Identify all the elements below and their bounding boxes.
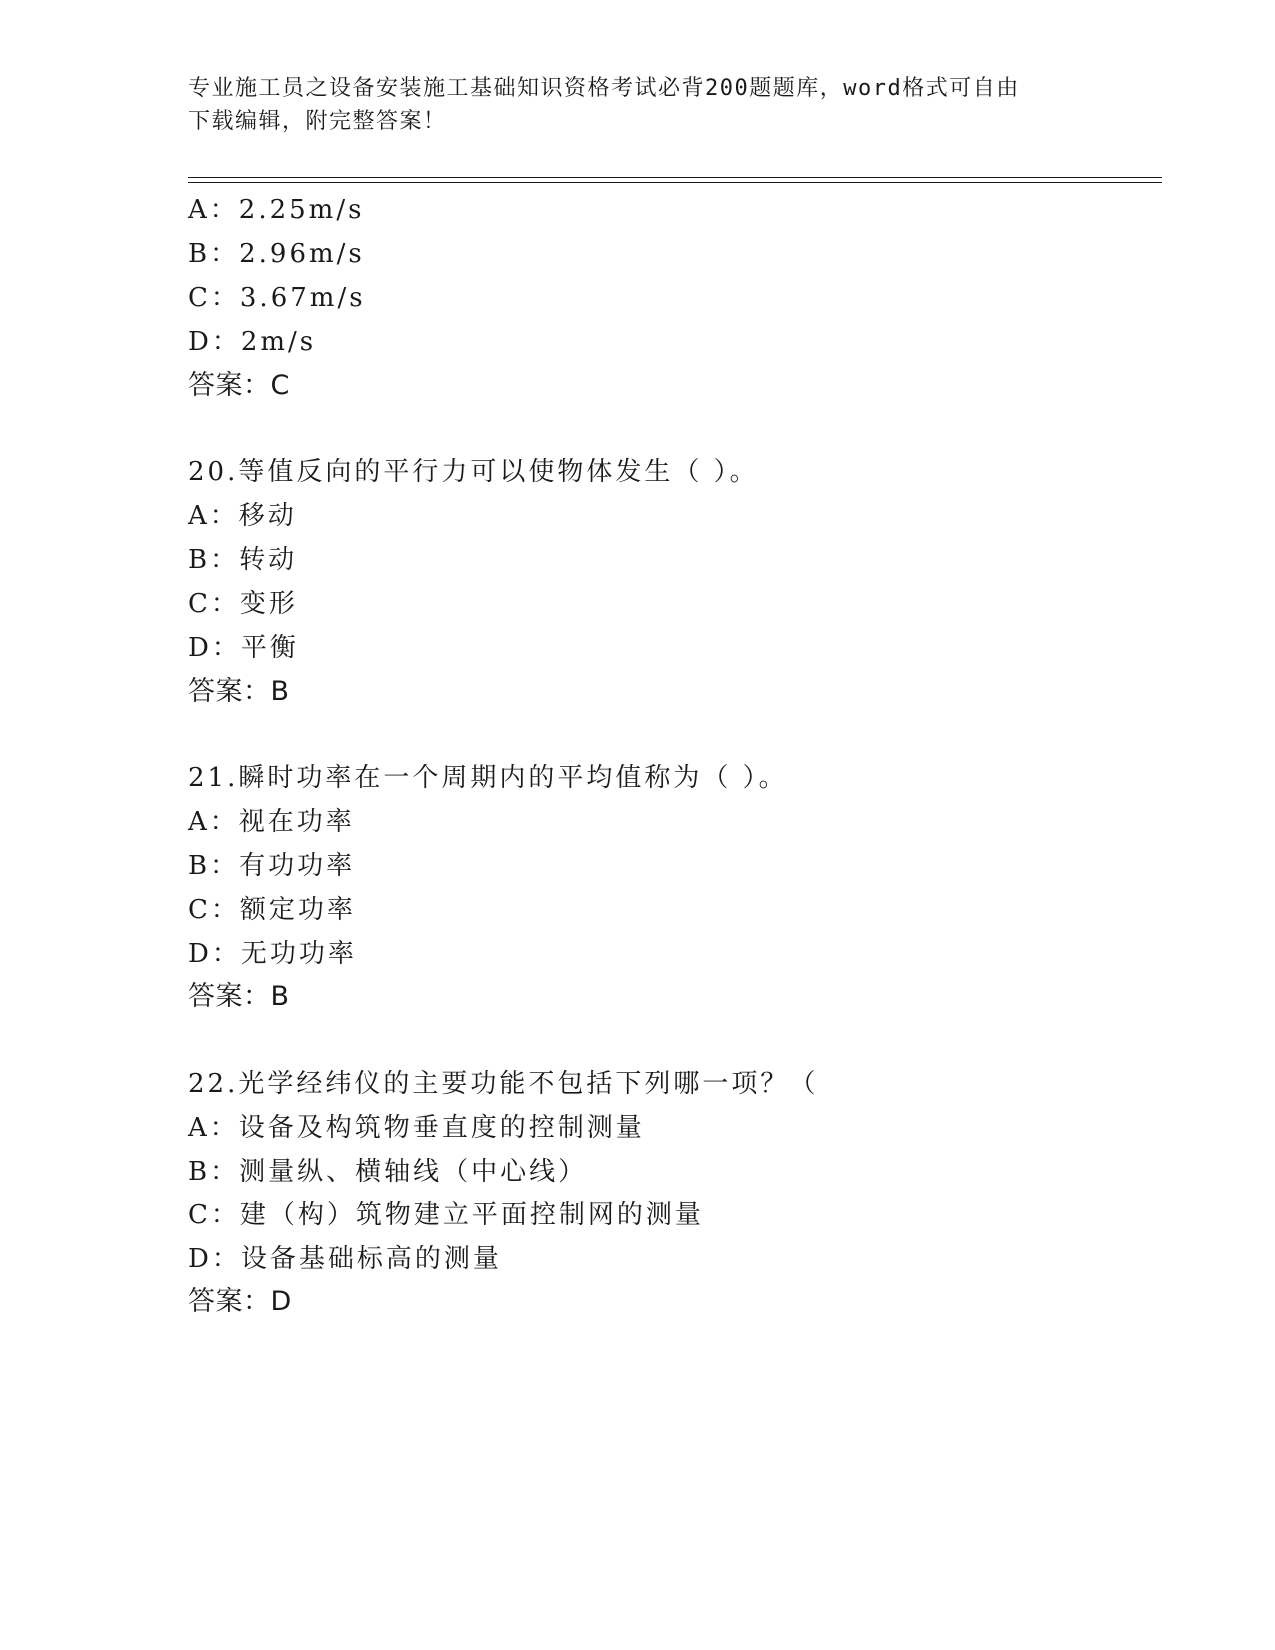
header-title-line-2: 下载编辑，附完整答案！ bbox=[188, 109, 447, 134]
q21-option-c: C：额定功率 bbox=[188, 895, 356, 925]
q22-stem: 22.光学经纬仪的主要功能不包括下列哪一项？（ bbox=[188, 1069, 819, 1099]
q22-option-d: D：设备基础标高的测量 bbox=[188, 1244, 502, 1274]
header-divider-bottom bbox=[188, 182, 1162, 183]
q20-option-c: C：变形 bbox=[188, 589, 298, 619]
q20-answer: 答案：B bbox=[188, 676, 290, 707]
q20-stem: 20.等值反向的平行力可以使物体发生（ ）。 bbox=[188, 457, 759, 487]
q19-option-a: A：2.25m/s bbox=[188, 195, 365, 225]
document-header bbox=[188, 72, 1088, 138]
q20-option-b: B：转动 bbox=[188, 545, 298, 575]
q19-option-b: B：2.96m/s bbox=[188, 239, 365, 269]
q20-option-d: D：平衡 bbox=[188, 633, 299, 663]
q20-option-a: A：移动 bbox=[188, 501, 297, 531]
q21-answer: 答案：B bbox=[188, 981, 290, 1012]
q19-option-d: D：2m/s bbox=[188, 327, 317, 357]
header-title-line-1: 专业施工员之设备安装施工基础知识资格考试必背200题题库，word格式可自由 bbox=[188, 76, 1020, 101]
header-divider-top bbox=[188, 177, 1162, 178]
q22-option-c: C：建（构）筑物建立平面控制网的测量 bbox=[188, 1200, 704, 1230]
q22-option-a: A：设备及构筑物垂直度的控制测量 bbox=[188, 1113, 645, 1143]
q19-answer: 答案：C bbox=[188, 370, 290, 401]
q22-answer: 答案：D bbox=[188, 1286, 292, 1317]
q21-option-d: D：无功功率 bbox=[188, 939, 357, 969]
q21-option-a: A：视在功率 bbox=[188, 807, 355, 837]
q21-option-b: B：有功功率 bbox=[188, 851, 356, 881]
q22-option-b: B：测量纵、横轴线（中心线） bbox=[188, 1157, 588, 1187]
q19-option-c: C：3.67m/s bbox=[188, 283, 366, 313]
q21-stem: 21.瞬时功率在一个周期内的平均值称为（ ）。 bbox=[188, 763, 788, 793]
